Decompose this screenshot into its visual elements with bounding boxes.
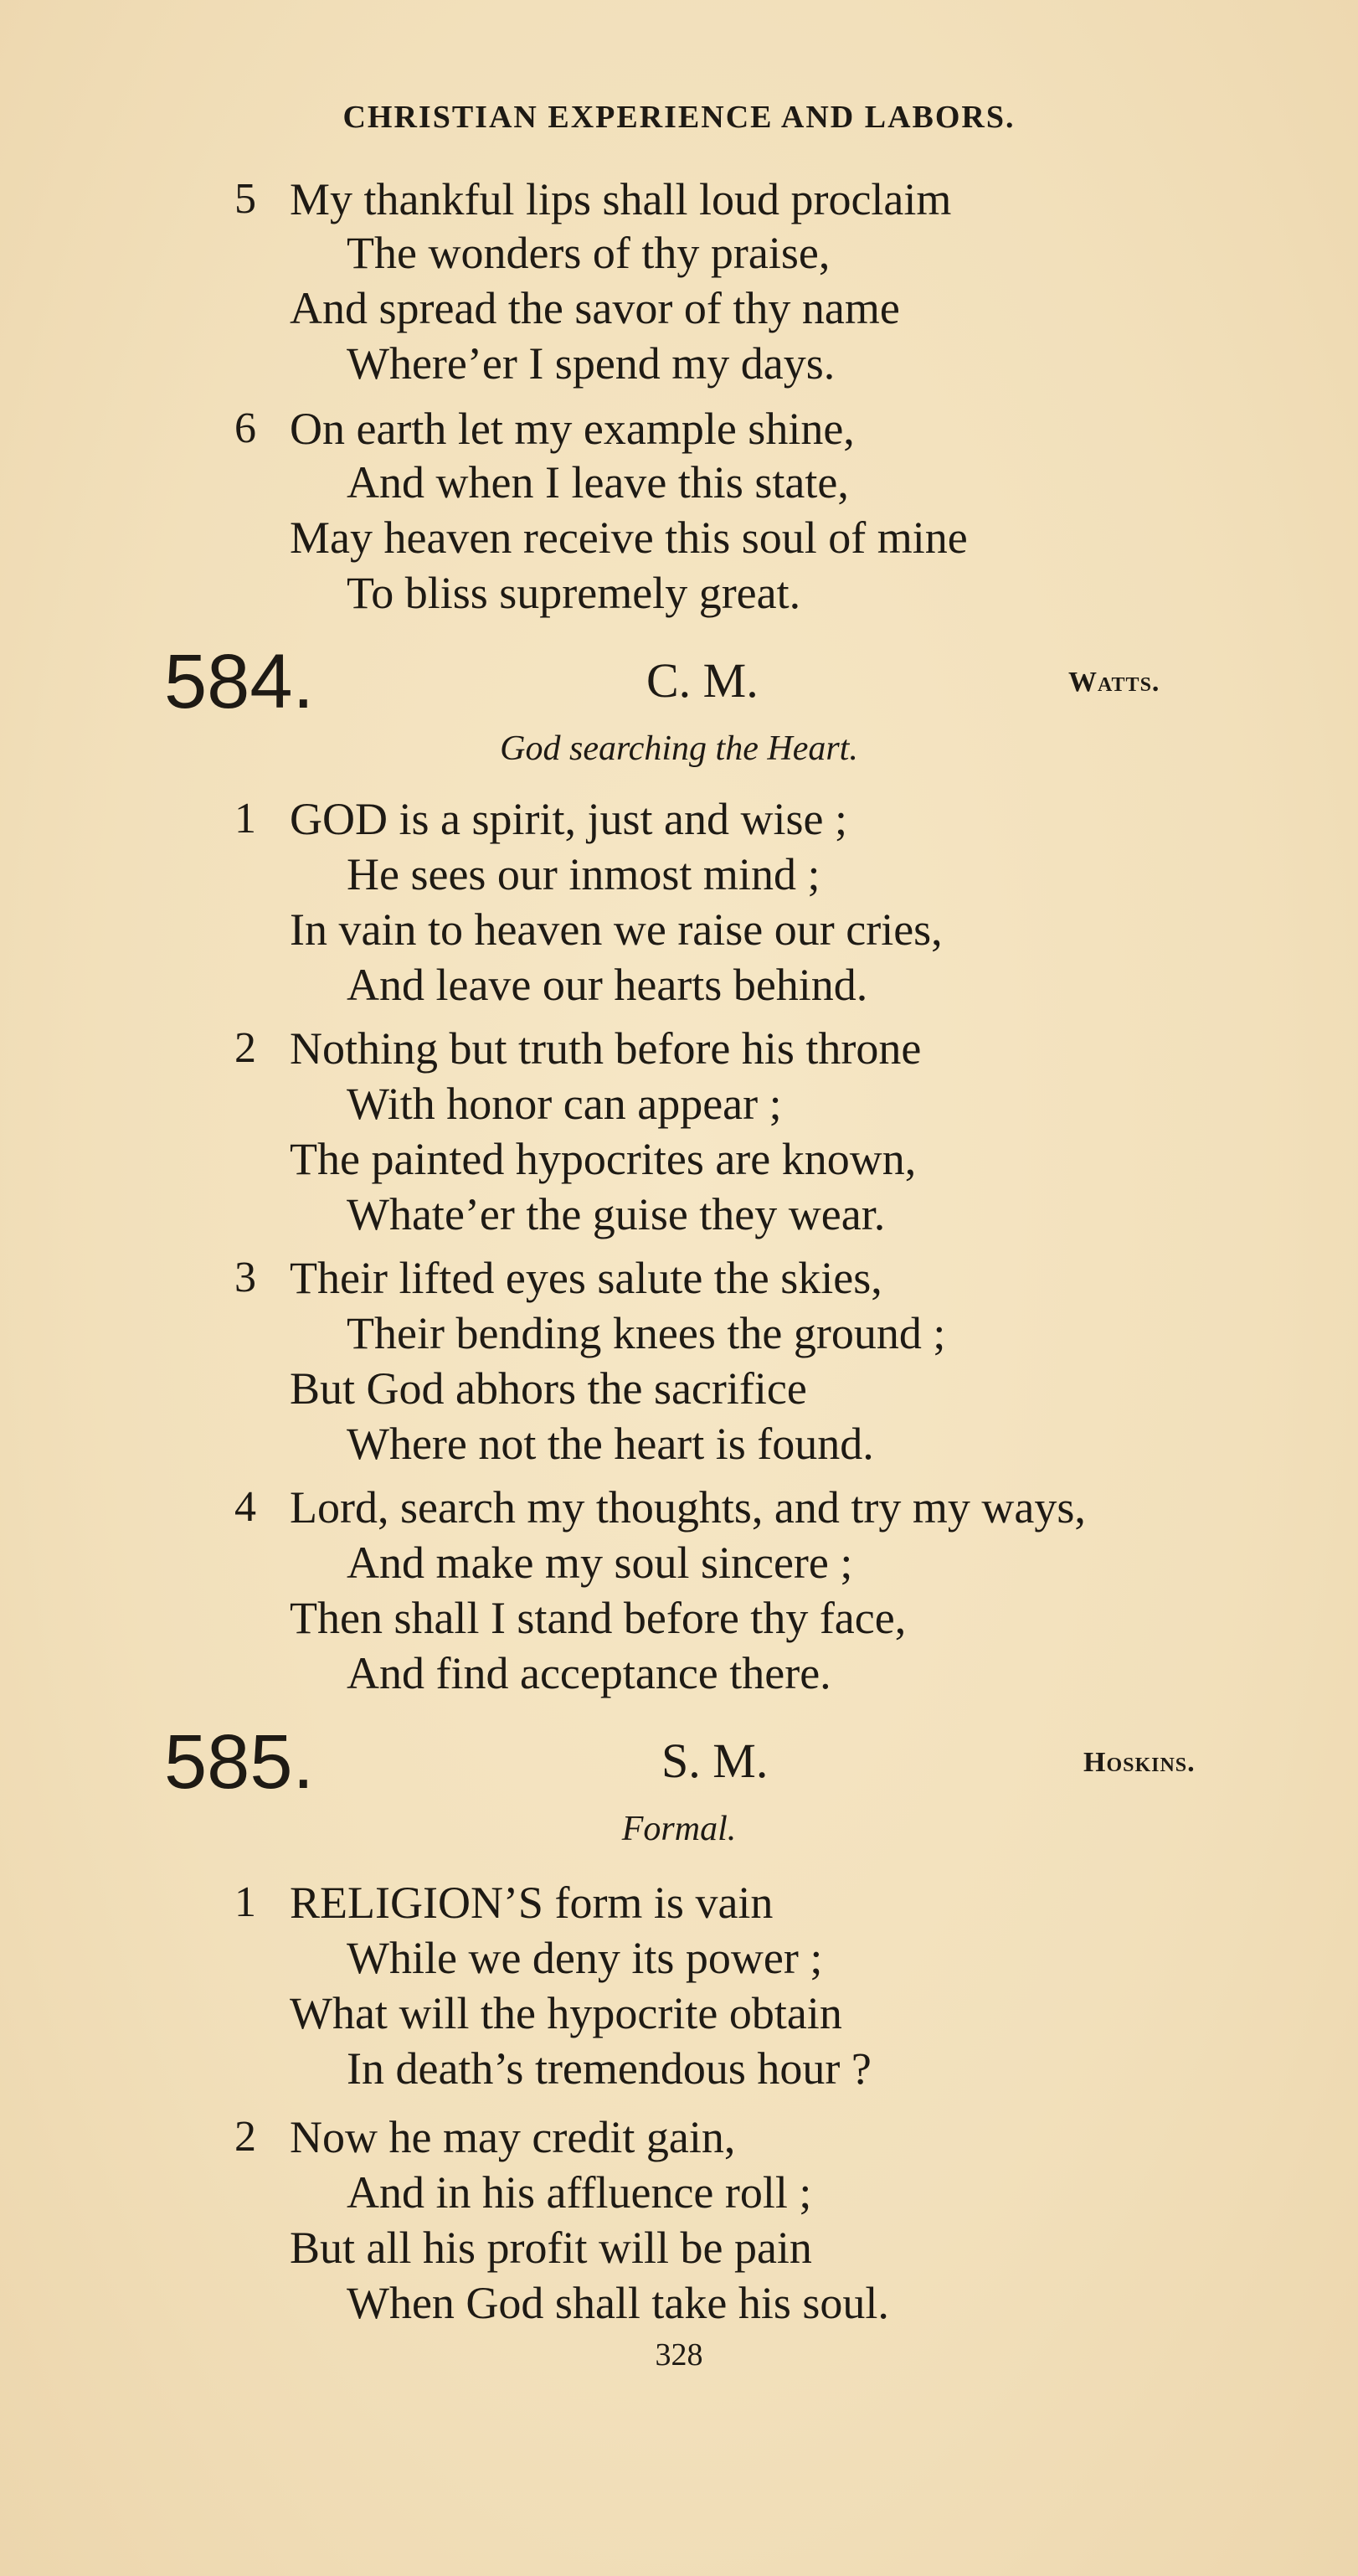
verse-line: Their bending knees the ground ; (347, 1308, 946, 1358)
hymn-meter: C. M. (646, 653, 759, 708)
hymn-number: 585. (164, 1719, 315, 1805)
verse-line: In death’s tremendous hour ? (347, 2043, 872, 2094)
hymn-composer: Watts. (1068, 667, 1160, 698)
verse-line: Whate’er the guise they wear. (347, 1189, 886, 1239)
verse-number: 2 (234, 1024, 256, 1072)
hymn-subtitle: God searching the Heart. (500, 729, 858, 768)
verse-line: And leave our hearts behind. (347, 960, 868, 1010)
verse-line: The wonders of thy praise, (347, 228, 831, 278)
verse-line: Nothing but truth before his throne (290, 1023, 922, 1074)
verse-line: And make my soul sincere ; (347, 1538, 853, 1588)
verse-line: Where’er I spend my days. (347, 338, 836, 389)
verse-line: With honor can appear ; (347, 1079, 782, 1129)
verse-number: 3 (234, 1254, 256, 1301)
verse-line: Where not the heart is found. (347, 1419, 874, 1469)
verse-number: 2 (234, 2113, 256, 2161)
verse-line: While we deny its power ; (347, 1933, 823, 1983)
verse-line: On earth let my example shine, (290, 404, 855, 454)
hymn-meter: S. M. (661, 1734, 769, 1788)
verse-line: The painted hypocrites are known, (290, 1134, 917, 1184)
verse-line: And find acceptance there. (347, 1648, 831, 1698)
running-head: CHRISTIAN EXPERIENCE AND LABORS. (342, 100, 1016, 135)
verse-line: What will the hypocrite obtain (290, 1988, 842, 2038)
hymn-composer: Hoskins. (1083, 1747, 1196, 1778)
verse-line: And in his affluence roll ; (347, 2167, 812, 2218)
verse-line: Their lifted eyes salute the skies, (290, 1253, 882, 1303)
verse-line: RELIGION’S form is vain (290, 1878, 774, 1928)
hymn-subtitle: Formal. (621, 1810, 737, 1848)
verse-line: But all his profit will be pain (290, 2223, 812, 2273)
verse-line: GOD is a spirit, just and wise ; (290, 794, 847, 844)
verse-line: Then shall I stand before thy face, (290, 1593, 907, 1643)
verse-number: 1 (234, 1878, 256, 1926)
verse-number: 5 (234, 175, 256, 223)
verse-line: He sees our inmost mind ; (347, 849, 820, 899)
verse-line: But God abhors the sacrifice (290, 1363, 807, 1414)
verse-line: To bliss supremely great. (347, 568, 801, 618)
verse-line: My thankful lips shall loud proclaim (290, 174, 952, 224)
verse-number: 6 (234, 404, 256, 452)
verse-number: 1 (234, 795, 256, 842)
hymn-number: 584. (164, 639, 315, 724)
verse-line: In vain to heaven we raise our cries, (290, 904, 943, 955)
page-number: 328 (655, 2337, 703, 2372)
verse-line: And when I leave this state, (347, 457, 849, 507)
verse-line: May heaven receive this soul of mine (290, 513, 968, 563)
verse-line: Now he may credit gain, (290, 2112, 736, 2162)
verse-line: When God shall take his soul. (347, 2278, 889, 2328)
verse-number: 4 (234, 1483, 256, 1531)
verse-line: And spread the savor of thy name (290, 283, 900, 333)
verse-line: Lord, search my thoughts, and try my ways, (290, 1482, 1086, 1533)
